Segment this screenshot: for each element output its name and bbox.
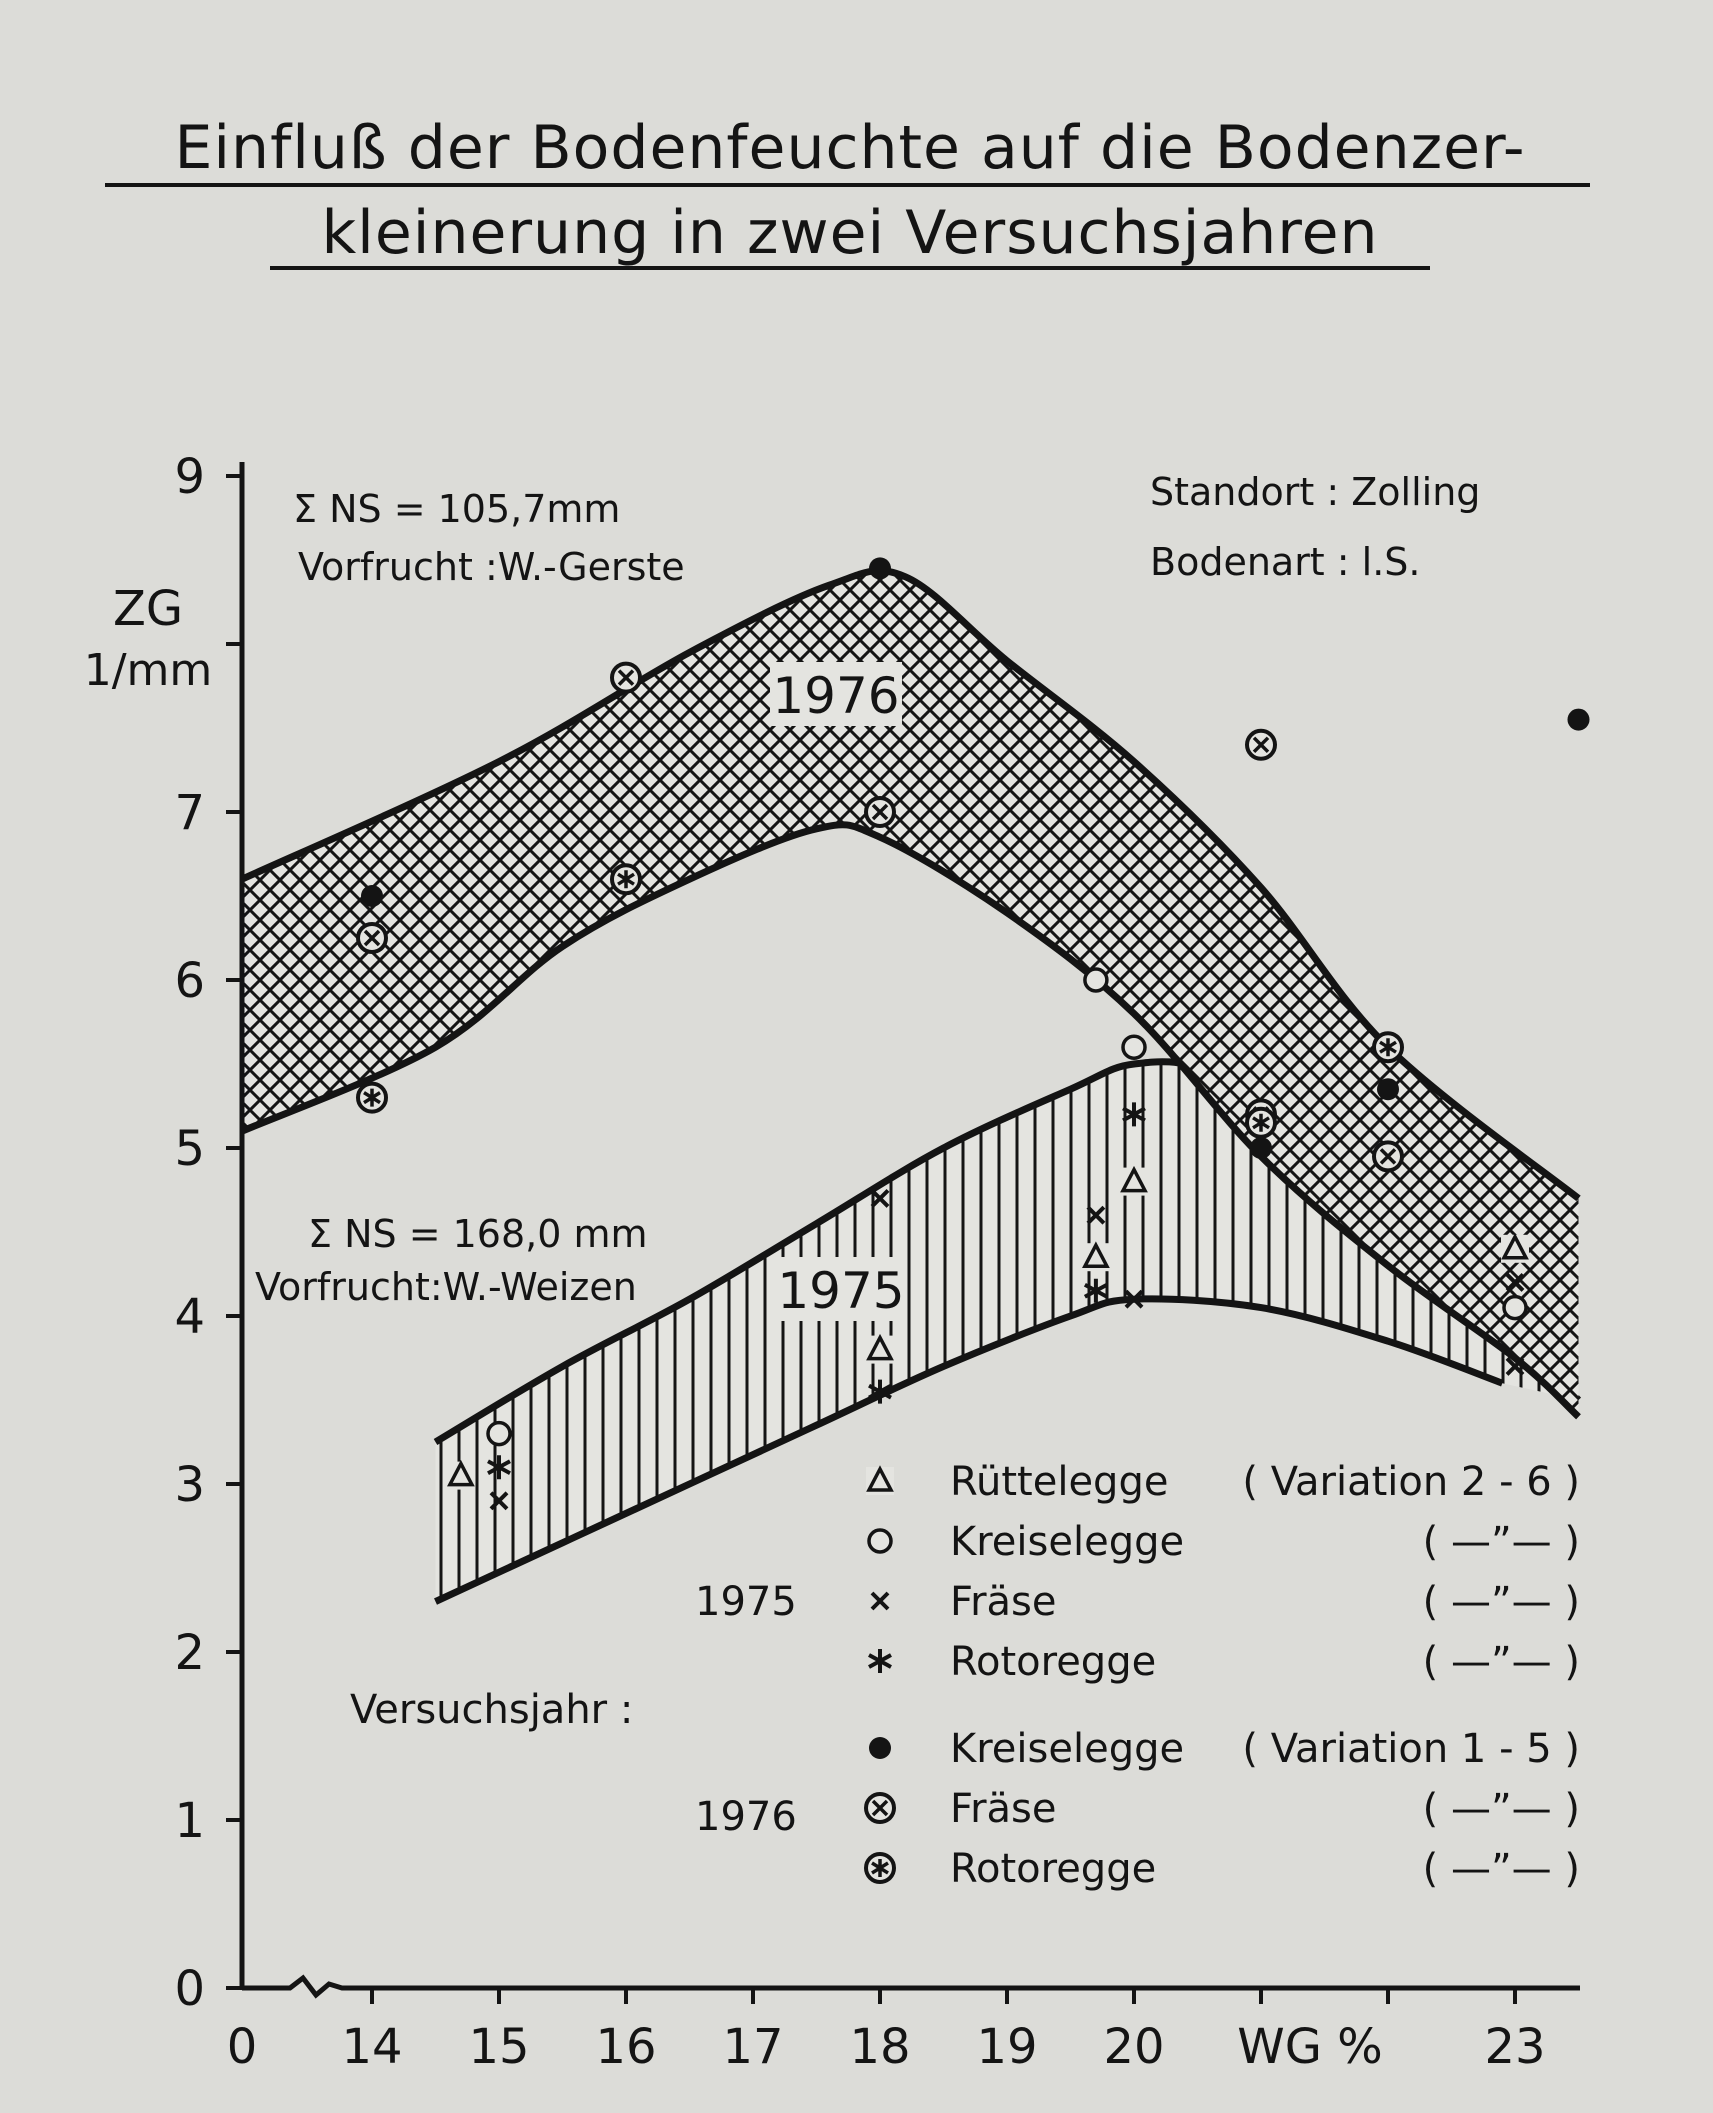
x-tick-label: 23	[1484, 2019, 1546, 2075]
legend-variation: ( —”— )	[1422, 1786, 1580, 1832]
data-point-1976-frse	[358, 924, 386, 952]
legend-entries	[866, 1459, 1580, 1892]
y-tick-label: 5	[174, 1121, 205, 1177]
x-marker	[872, 1593, 888, 1609]
x-tick-label: 20	[1103, 2019, 1165, 2075]
data-point-1976-kreiselegge	[1568, 709, 1590, 731]
x-tick-label: 16	[595, 2019, 657, 2075]
legend-label: Fräse	[950, 1786, 1057, 1832]
data-point-1976-rotoregge	[358, 1084, 386, 1112]
x-tick-label: 0	[226, 2019, 258, 2075]
legend-variation: ( —”— )	[1422, 1519, 1580, 1565]
legend-year-1975: 1975	[695, 1579, 797, 1625]
x-tick-label: 18	[849, 2019, 911, 2075]
y-tick-label: 1	[174, 1793, 205, 1849]
legend-year-1976: 1976	[695, 1794, 797, 1840]
y-tick-label: 9	[174, 449, 205, 505]
data-point-1975-kreiselegge	[1085, 969, 1107, 991]
data-point-1975-kreiselegge	[1504, 1297, 1526, 1319]
x-tick-label: 14	[341, 2019, 403, 2075]
data-point-1976-rotoregge	[612, 865, 640, 893]
circle-marker	[1085, 969, 1107, 991]
x-axis-label: WG %	[1237, 2019, 1383, 2075]
data-point-1976-frse	[866, 798, 894, 826]
band-label-1975: 1975	[777, 1262, 905, 1320]
data-point-1976-rotoregge	[1374, 1033, 1402, 1061]
legend-label: Rotoregge	[950, 1639, 1157, 1685]
annotation-vorfrucht-1976: Vorfrucht :W.-Gerste	[298, 545, 685, 589]
data-point-1976-kreiselegge	[869, 557, 891, 579]
filled-circle-marker	[361, 885, 383, 907]
legend-marker-x	[872, 1593, 888, 1609]
data-point-1976-kreiselegge	[1250, 1137, 1272, 1159]
legend-variation: ( —”— )	[1422, 1579, 1580, 1625]
legend-marker-circle	[869, 1530, 891, 1552]
legend-marker-asterisk	[869, 1649, 891, 1673]
legend-marker-circled-x	[866, 1794, 894, 1822]
data-point-1976-rotoregge	[1247, 1109, 1275, 1137]
legend-marker-triangle	[866, 1467, 894, 1495]
filled-circle-marker	[869, 1737, 891, 1759]
legend-marker-circled-asterisk	[866, 1854, 894, 1882]
legend-label: Rüttelegge	[950, 1459, 1169, 1505]
legend-marker-filled-circle	[869, 1737, 891, 1759]
x-tick-label: 17	[722, 2019, 784, 2075]
legend-group-title: Versuchsjahr :	[350, 1687, 634, 1733]
x-axis-line	[242, 1978, 1580, 1995]
legend-variation: ( —”— )	[1422, 1639, 1580, 1685]
data-point-1976-frse	[612, 664, 640, 692]
data-point-1975-rttelegge	[1082, 1243, 1110, 1271]
annotation-ns-1975: Σ NS = 168,0 mm	[308, 1212, 648, 1256]
legend-label: Rotoregge	[950, 1846, 1157, 1892]
chart-title-line1: Einfluß der Bodenfeuchte auf die Bodenzer-	[174, 113, 1526, 183]
circle-marker	[488, 1423, 510, 1445]
data-point-1976-frse	[1374, 1142, 1402, 1170]
legend-variation: ( Variation 2 - 6 )	[1242, 1459, 1580, 1505]
legend-variation: ( —”— )	[1422, 1846, 1580, 1892]
filled-circle-marker	[1568, 709, 1590, 731]
data-point-1975-kreiselegge	[1123, 1036, 1145, 1058]
data-point-1975-rttelegge	[866, 1336, 894, 1364]
asterisk-marker	[869, 1649, 891, 1673]
y-tick-label: 4	[174, 1289, 205, 1345]
chart-title-line2: kleinerung in zwei Versuchsjahren	[321, 198, 1379, 268]
filled-circle-marker	[1250, 1137, 1272, 1159]
data-point-1976-frse	[1247, 731, 1275, 759]
circle-marker	[1123, 1036, 1145, 1058]
annotation-bodenart: Bodenart : l.S.	[1150, 540, 1421, 584]
data-point-1975-rttelegge	[1120, 1168, 1148, 1196]
y-tick-label: 6	[174, 953, 205, 1009]
circle-marker	[869, 1530, 891, 1552]
data-point-1975-rttelegge	[1501, 1235, 1529, 1263]
data-point-1975-rttelegge	[447, 1462, 475, 1490]
annotation-ns-1976: Σ NS = 105,7mm	[293, 487, 621, 531]
y-tick-label: 7	[174, 785, 205, 841]
y-tick-label: 0	[174, 1961, 205, 2017]
data-point-1975-kreiselegge	[488, 1423, 510, 1445]
data-point-1976-kreiselegge	[361, 885, 383, 907]
annotation-standort: Standort : Zolling	[1150, 470, 1481, 514]
y-tick-label: 3	[174, 1457, 205, 1513]
data-point-1976-kreiselegge	[1377, 1078, 1399, 1100]
y-tick-label: 2	[174, 1625, 205, 1681]
legend-variation: ( Variation 1 - 5 )	[1242, 1726, 1580, 1772]
legend-label: Kreiselegge	[950, 1519, 1185, 1565]
filled-circle-marker	[869, 557, 891, 579]
circle-marker	[1504, 1297, 1526, 1319]
filled-circle-marker	[1377, 1078, 1399, 1100]
band-label-1976: 1976	[772, 667, 900, 725]
x-tick-label: 15	[468, 2019, 530, 2075]
legend-label: Kreiselegge	[950, 1726, 1185, 1772]
legend-label: Fräse	[950, 1579, 1057, 1625]
y-axis-label-line1: ZG	[112, 581, 184, 637]
annotation-vorfrucht-1975: Vorfrucht:W.-Weizen	[255, 1265, 637, 1309]
x-tick-label: 19	[976, 2019, 1038, 2075]
y-axis-label-line2: 1/mm	[83, 645, 213, 696]
